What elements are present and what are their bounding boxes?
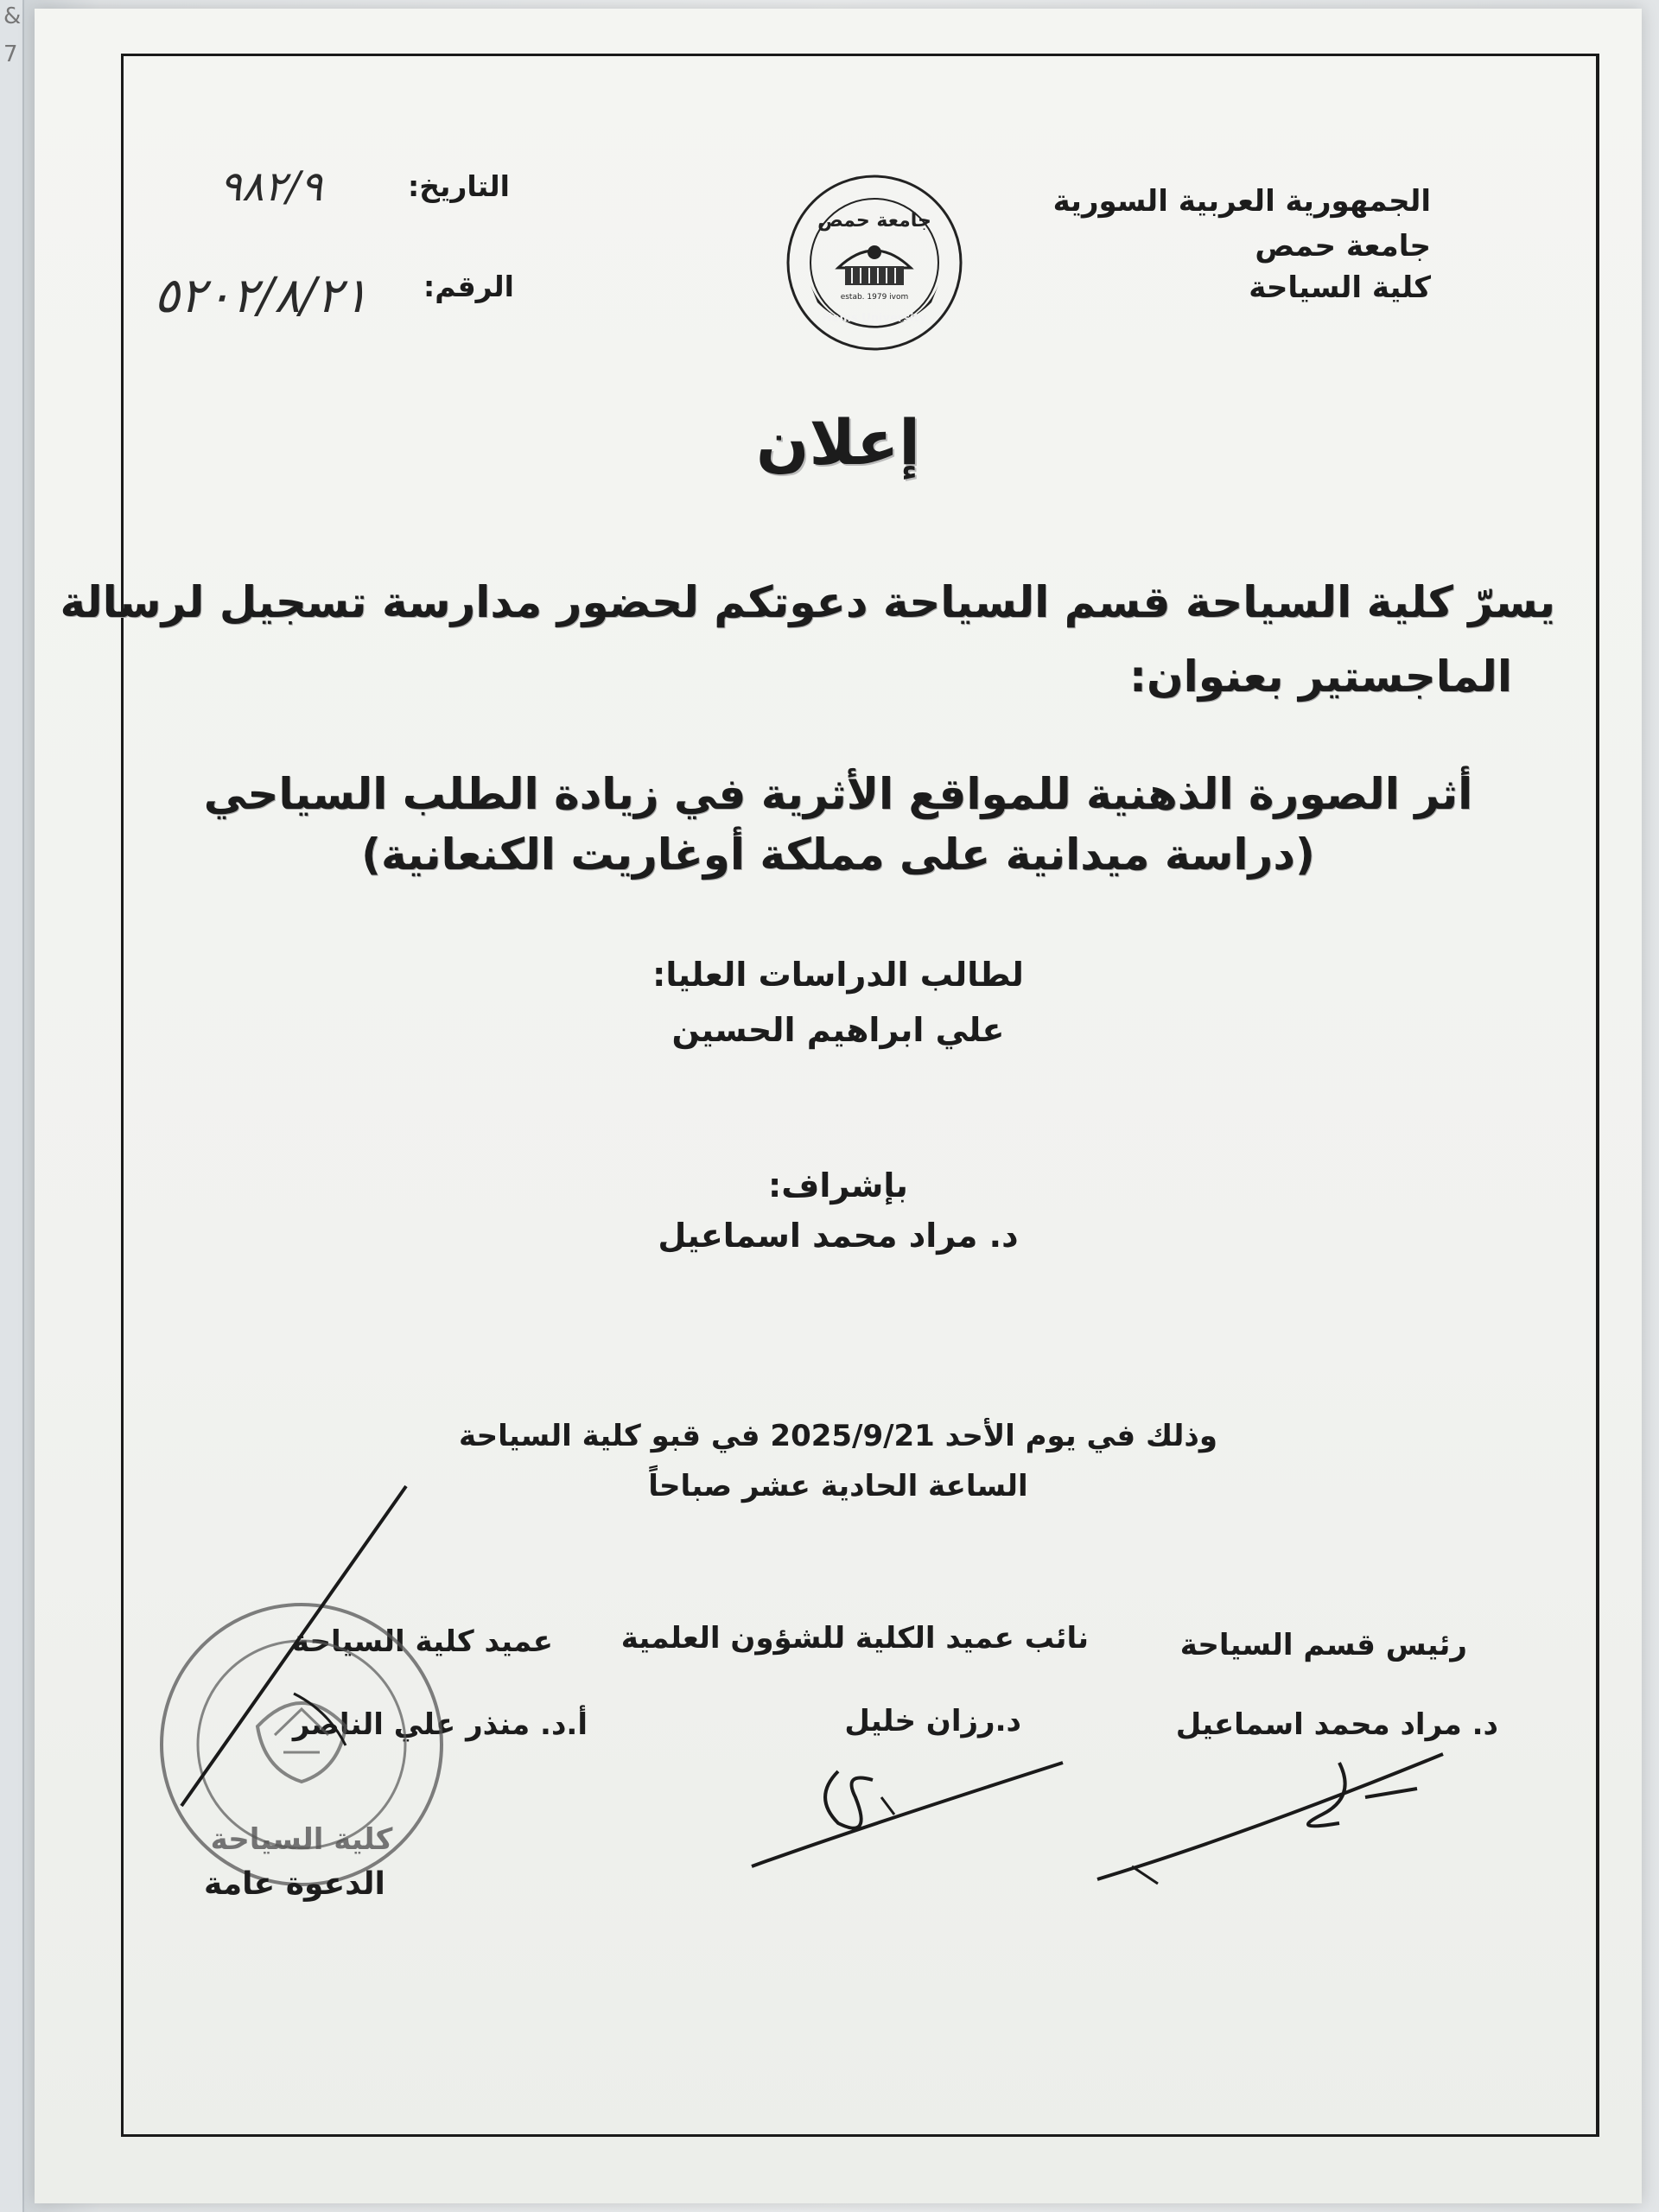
signatory-head-name: د. مراد محمد اسماعيل — [1175, 1707, 1498, 1742]
signatory-dean-name: أ.د. منذر علي الناصر — [292, 1707, 588, 1742]
document-sheet — [35, 9, 1642, 2203]
footer-public-invitation: الدعوة عامة — [204, 1866, 385, 1902]
page-title: إعلان — [756, 406, 920, 479]
logo-founding-text: estab. 1979 ivom — [840, 293, 909, 302]
edge-glyph: 7 — [3, 41, 18, 67]
header-faculty: كلية السياحة — [1249, 270, 1431, 305]
supervision-label: بإشراف: — [768, 1166, 908, 1205]
stamp-text: كلية السياحة — [210, 1822, 393, 1857]
signatory-head-title: رئيس قسم السياحة — [1179, 1628, 1467, 1662]
invitation-line-2: الماجستير بعنوان: — [1128, 652, 1512, 702]
logo-latin-text: Homs University — [822, 312, 927, 325]
thesis-title-line-2: (دراسة ميدانية على مملكة أوغاريت الكنعانية) — [361, 830, 1315, 880]
schedule-line-1: وذلك في يوم الأحد 2025/9/21 في قبو كلية السياحة — [459, 1419, 1217, 1453]
vice-dean-signature — [743, 1745, 1071, 1884]
dean-signature-stroke — [164, 1478, 423, 1823]
university-logo — [785, 173, 964, 353]
signatory-vice-dean-name: د.رزان خليل — [844, 1704, 1021, 1738]
signatory-dean-title: عميد كلية السياحة — [291, 1624, 553, 1659]
head-signature — [1080, 1737, 1460, 1892]
date-handwritten: ٩٨٢/٩ — [219, 162, 323, 211]
student-label: لطالب الدراسات العليا: — [652, 956, 1024, 994]
header-country: الجمهورية العربية السورية — [1052, 184, 1431, 219]
logo-arabic-text: جامعة حمص — [817, 210, 931, 232]
number-handwritten: ٥٢٠٢/٨/٢١ — [154, 268, 369, 324]
schedule-line-2: الساعة الحادية عشر صباحاً — [648, 1469, 1028, 1503]
header-university: جامعة حمص — [1255, 229, 1431, 264]
supervisor-name: د. مراد محمد اسماعيل — [658, 1217, 1019, 1255]
student-name: علي ابراهيم الحسين — [671, 1011, 1005, 1049]
edge-glyph: & — [3, 3, 22, 29]
date-label: التاريخ: — [408, 169, 510, 203]
signatory-vice-dean-title: نائب عميد الكلية للشؤون العلمية — [620, 1621, 1089, 1656]
adjacent-page-edge — [0, 0, 24, 2212]
number-label: الرقم: — [423, 270, 514, 303]
thesis-title-line-1: أثر الصورة الذهنية للمواقع الأثرية في زيادة الطلب السياحي — [203, 769, 1473, 819]
invitation-line-1: يسرّ كلية السياحة قسم السياحة دعوتكم لحضور مدارسة تسجيل لرسالة — [60, 577, 1555, 627]
